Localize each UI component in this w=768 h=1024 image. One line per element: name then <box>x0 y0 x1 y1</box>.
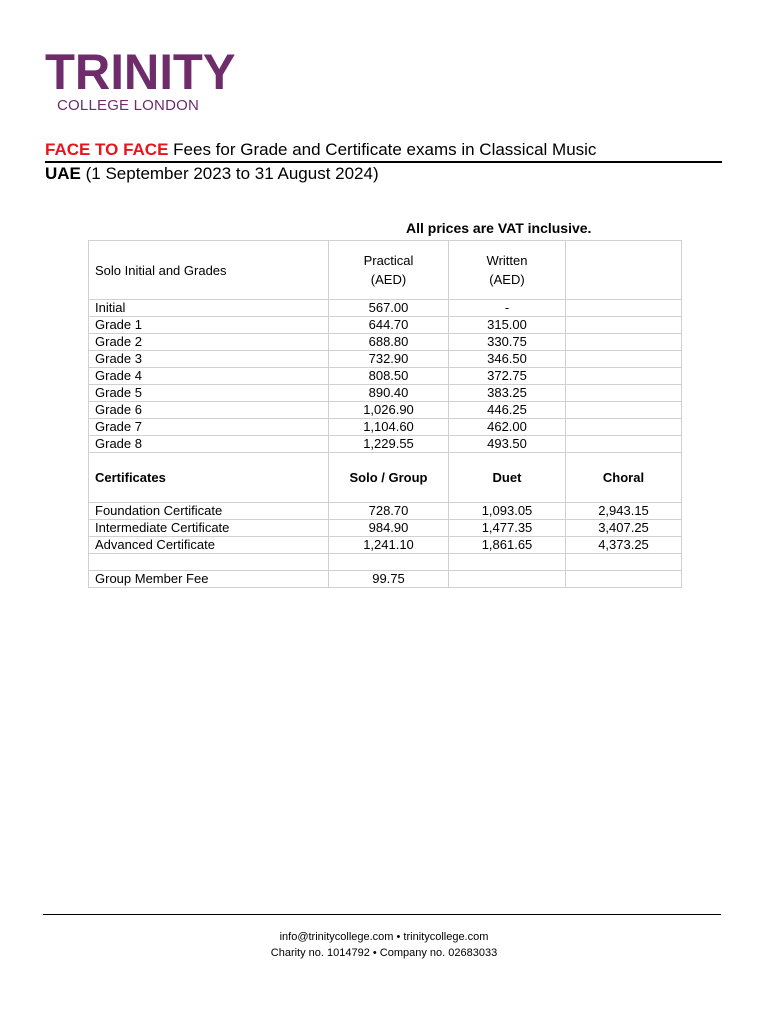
trinity-college-logo <box>45 44 239 115</box>
empty-cell <box>329 554 449 571</box>
practical-fee: 732.90 <box>329 351 449 368</box>
written-fee: 330.75 <box>449 334 566 351</box>
vat-note: All prices are VAT inclusive. <box>406 220 592 236</box>
table-row <box>89 334 682 351</box>
practical-fee: 567.00 <box>329 300 449 317</box>
empty-cell <box>449 554 566 571</box>
table-row <box>89 385 682 402</box>
table-row <box>89 571 682 588</box>
empty-cell <box>566 385 682 402</box>
blank-row <box>89 554 682 571</box>
grade-name: Initial <box>89 300 329 317</box>
table-row <box>89 503 682 520</box>
certificate-name: Intermediate Certificate <box>89 520 329 537</box>
duet-fee: 1,093.05 <box>449 503 566 520</box>
solo-fee: 728.70 <box>329 503 449 520</box>
logo-subtitle: COLLEGE LONDON <box>57 97 200 114</box>
practical-fee: 1,104.60 <box>329 419 449 436</box>
practical-fee: 1,026.90 <box>329 402 449 419</box>
footer <box>0 929 768 961</box>
empty-cell <box>566 419 682 436</box>
grades-header-row <box>89 241 682 300</box>
written-header-line1: Written <box>486 253 528 268</box>
empty-header-cell <box>566 241 682 300</box>
choral-fee: 4,373.25 <box>566 537 682 554</box>
practical-header-line1: Practical <box>363 253 414 268</box>
footer-registration: Charity no. 1014792 • Company no. 02683033 <box>270 947 498 959</box>
written-header <box>449 241 566 300</box>
page-subtitle <box>45 164 379 184</box>
title-accent: FACE TO FACE <box>45 140 169 159</box>
table-row <box>89 419 682 436</box>
written-fee: 315.00 <box>449 317 566 334</box>
duet-fee: 1,861.65 <box>449 537 566 554</box>
certificate-name: Advanced Certificate <box>89 537 329 554</box>
page-title <box>45 140 722 163</box>
empty-cell <box>566 334 682 351</box>
written-fee: - <box>449 300 566 317</box>
choral-fee: 3,407.25 <box>566 520 682 537</box>
empty-cell <box>89 554 329 571</box>
table-row <box>89 537 682 554</box>
group-member-fee: 99.75 <box>329 571 449 588</box>
empty-cell <box>566 571 682 588</box>
grade-name: Grade 4 <box>89 368 329 385</box>
practical-fee: 890.40 <box>329 385 449 402</box>
empty-cell <box>566 436 682 453</box>
written-fee: 346.50 <box>449 351 566 368</box>
region-label: UAE <box>45 164 81 183</box>
solo-fee: 1,241.10 <box>329 537 449 554</box>
practical-fee: 1,229.55 <box>329 436 449 453</box>
grade-name: Grade 7 <box>89 419 329 436</box>
practical-fee: 808.50 <box>329 368 449 385</box>
table-row <box>89 402 682 419</box>
logo-wordmark: TRINITY <box>45 44 236 100</box>
empty-cell <box>566 368 682 385</box>
grade-name: Grade 8 <box>89 436 329 453</box>
practical-fee: 688.80 <box>329 334 449 351</box>
table-row <box>89 351 682 368</box>
solo-group-header: Solo / Group <box>329 453 449 503</box>
empty-cell <box>566 351 682 368</box>
grade-name: Grade 2 <box>89 334 329 351</box>
written-header-line2: (AED) <box>489 272 525 287</box>
solo-fee: 984.90 <box>329 520 449 537</box>
table-row <box>89 300 682 317</box>
grade-name: Grade 3 <box>89 351 329 368</box>
group-member-label: Group Member Fee <box>89 571 329 588</box>
written-fee: 446.25 <box>449 402 566 419</box>
title-text: Fees for Grade and Certificate exams in Classical Music <box>168 140 597 159</box>
choral-fee: 2,943.15 <box>566 503 682 520</box>
empty-cell <box>566 402 682 419</box>
written-fee: 493.50 <box>449 436 566 453</box>
grade-name: Grade 6 <box>89 402 329 419</box>
table-row <box>89 368 682 385</box>
table-row <box>89 317 682 334</box>
table-row <box>89 436 682 453</box>
footer-contact: info@trinitycollege.com • trinitycollege.com <box>279 931 489 943</box>
grade-name: Grade 1 <box>89 317 329 334</box>
written-fee: 462.00 <box>449 419 566 436</box>
fees-table <box>88 240 682 588</box>
grade-name: Grade 5 <box>89 385 329 402</box>
empty-cell <box>449 571 566 588</box>
certificates-header-label: Certificates <box>89 453 329 503</box>
duet-fee: 1,477.35 <box>449 520 566 537</box>
table-row <box>89 520 682 537</box>
certificates-header-row <box>89 453 682 503</box>
written-fee: 372.75 <box>449 368 566 385</box>
empty-cell <box>566 300 682 317</box>
practical-header <box>329 241 449 300</box>
practical-header-line2: (AED) <box>370 272 407 287</box>
duet-header: Duet <box>449 453 566 503</box>
practical-fee: 644.70 <box>329 317 449 334</box>
written-fee: 383.25 <box>449 385 566 402</box>
grades-header-label: Solo Initial and Grades <box>89 241 329 300</box>
period-label: (1 September 2023 to 31 August 2024) <box>80 164 379 183</box>
empty-cell <box>566 554 682 571</box>
choral-header: Choral <box>566 453 682 503</box>
certificate-name: Foundation Certificate <box>89 503 329 520</box>
empty-cell <box>566 317 682 334</box>
footer-divider <box>43 914 721 915</box>
